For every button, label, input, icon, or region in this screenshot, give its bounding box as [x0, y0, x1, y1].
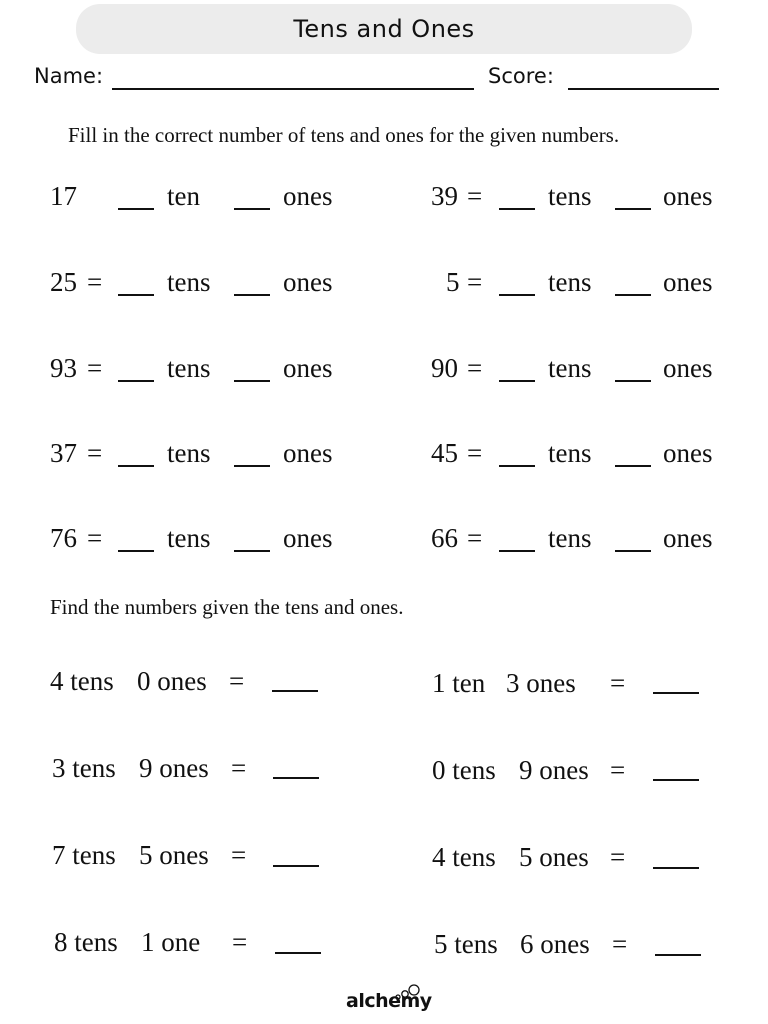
tens-blank[interactable]	[118, 208, 154, 210]
tens-count: 7 tens	[52, 840, 116, 870]
tens-count: 4 tens	[432, 842, 496, 872]
answer-blank[interactable]	[655, 954, 701, 956]
name-label: Name:	[34, 64, 104, 88]
ones-word: ones	[663, 267, 713, 297]
problem-number: 17	[50, 181, 77, 211]
ones-word: ones	[283, 438, 333, 468]
tens-blank[interactable]	[118, 380, 154, 382]
equals-sign: =	[231, 753, 247, 783]
tens-blank[interactable]	[499, 208, 535, 210]
ones-blank[interactable]	[234, 550, 270, 552]
tens-blank[interactable]	[118, 294, 154, 296]
problem-number: 39	[431, 181, 458, 211]
answer-blank[interactable]	[653, 779, 699, 781]
ones-word: ones	[663, 438, 713, 468]
tens-word: tens	[548, 438, 592, 468]
instruction-part-2: Find the numbers given the tens and ones.	[50, 595, 404, 619]
equals-sign: =	[610, 755, 626, 785]
ones-blank[interactable]	[615, 208, 651, 210]
ones-count: 6 ones	[520, 929, 590, 959]
tens-word: tens	[548, 353, 592, 383]
equals-sign: =	[232, 927, 248, 957]
ones-blank[interactable]	[615, 294, 651, 296]
equals-sign: =	[229, 666, 245, 696]
equals-sign: =	[467, 353, 483, 383]
tens-blank[interactable]	[118, 465, 154, 467]
equals-sign: =	[231, 840, 247, 870]
problem-number: 93	[50, 353, 77, 383]
tens-word: tens	[167, 267, 211, 297]
ones-word: ones	[663, 353, 713, 383]
tens-word: tens	[167, 523, 211, 553]
tens-word: tens	[548, 181, 592, 211]
ones-count: 0 ones	[137, 666, 207, 696]
score-label: Score:	[488, 64, 554, 88]
equals-sign: =	[612, 929, 628, 959]
tens-count: 3 tens	[52, 753, 116, 783]
tens-blank[interactable]	[499, 465, 535, 467]
ones-blank[interactable]	[234, 208, 270, 210]
tens-count: 5 tens	[434, 929, 498, 959]
problem-number: 25	[50, 267, 77, 297]
ones-count: 5 ones	[519, 842, 589, 872]
equals-sign: =	[87, 438, 103, 468]
name-field[interactable]	[112, 88, 474, 90]
ones-word: ones	[283, 353, 333, 383]
answer-blank[interactable]	[272, 690, 318, 692]
tens-word: tens	[167, 438, 211, 468]
equals-sign: =	[467, 181, 483, 211]
equals-sign: =	[467, 438, 483, 468]
ones-blank[interactable]	[234, 380, 270, 382]
ones-count: 9 ones	[519, 755, 589, 785]
tens-blank[interactable]	[118, 550, 154, 552]
ones-word: ones	[283, 523, 333, 553]
tens-blank[interactable]	[499, 550, 535, 552]
tens-count: 8 tens	[54, 927, 118, 957]
ones-word: ones	[663, 523, 713, 553]
ones-blank[interactable]	[615, 380, 651, 382]
ones-blank[interactable]	[234, 294, 270, 296]
title-banner	[76, 4, 692, 54]
problem-number: 5	[446, 267, 460, 297]
equals-sign: =	[87, 523, 103, 553]
tens-count: 4 tens	[50, 666, 114, 696]
answer-blank[interactable]	[653, 692, 699, 694]
ones-word: ones	[283, 267, 333, 297]
answer-blank[interactable]	[273, 865, 319, 867]
equals-sign: =	[610, 668, 626, 698]
equals-sign: =	[467, 267, 483, 297]
equals-sign: =	[87, 353, 103, 383]
problem-number: 37	[50, 438, 77, 468]
ones-count: 5 ones	[139, 840, 209, 870]
tens-count: 1 ten	[432, 668, 486, 698]
tens-word: ten	[167, 181, 200, 211]
instruction-part-1: Fill in the correct number of tens and ones for the given numbers.	[68, 123, 620, 147]
answer-blank[interactable]	[275, 952, 321, 954]
ones-blank[interactable]	[615, 465, 651, 467]
ones-count: 3 ones	[506, 668, 576, 698]
tens-blank[interactable]	[499, 380, 535, 382]
tens-blank[interactable]	[499, 294, 535, 296]
answer-blank[interactable]	[273, 777, 319, 779]
ones-blank[interactable]	[234, 465, 270, 467]
problem-number: 66	[431, 523, 458, 553]
tens-word: tens	[167, 353, 211, 383]
tens-count: 0 tens	[432, 755, 496, 785]
problem-number: 76	[50, 523, 77, 553]
ones-word: ones	[283, 181, 333, 211]
tens-word: tens	[548, 267, 592, 297]
problem-number: 90	[431, 353, 458, 383]
page-title: Tens and Ones	[293, 15, 475, 43]
equals-sign: =	[467, 523, 483, 553]
equals-sign: =	[87, 267, 103, 297]
ones-count: 1 one	[141, 927, 201, 957]
equals-sign: =	[610, 842, 626, 872]
ones-count: 9 ones	[139, 753, 209, 783]
ones-word: ones	[663, 181, 713, 211]
ones-blank[interactable]	[615, 550, 651, 552]
bubbles-icon	[394, 984, 422, 1002]
score-field[interactable]	[568, 88, 719, 90]
logo-text: alchemy	[346, 990, 432, 1012]
problem-number: 45	[431, 438, 458, 468]
brand-logo	[346, 990, 432, 1012]
tens-word: tens	[548, 523, 592, 553]
answer-blank[interactable]	[653, 867, 699, 869]
